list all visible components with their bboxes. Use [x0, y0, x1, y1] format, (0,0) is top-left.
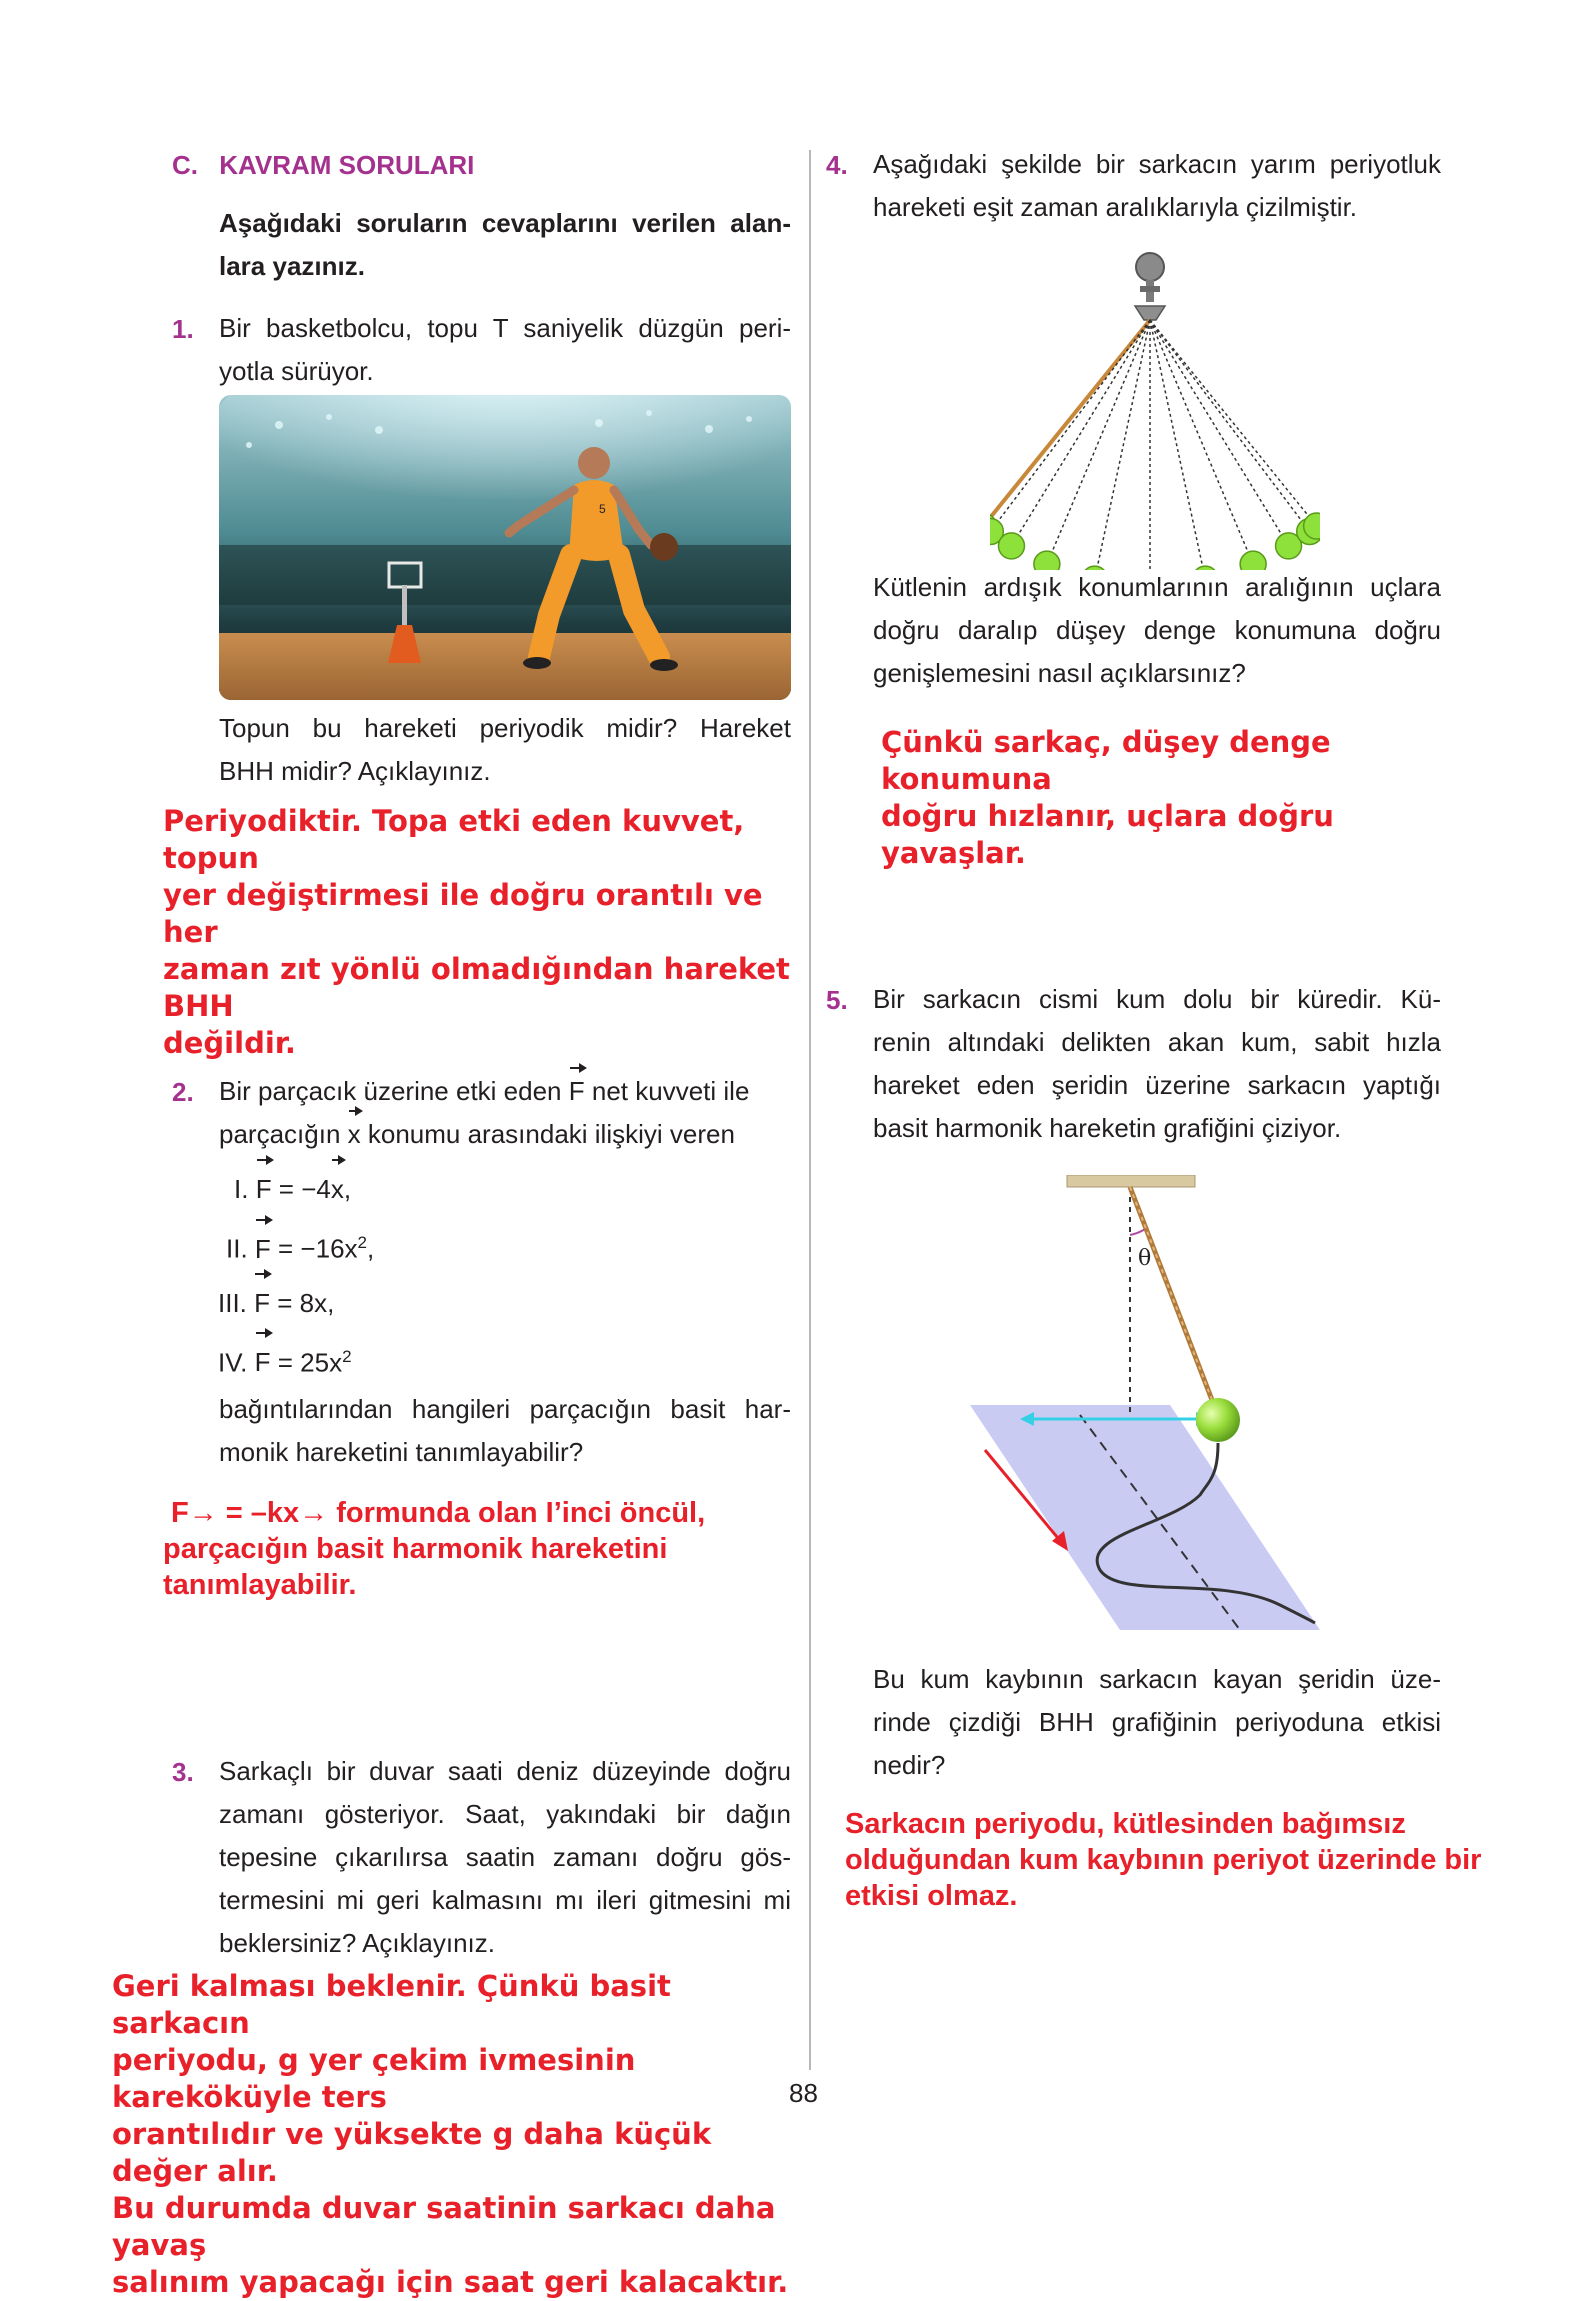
q5-question-line-2: rinde çizdiği BHH grafiğinin periyoduna etkisi	[873, 1707, 1441, 1737]
q2-options-list	[214, 1162, 514, 1389]
q1-answer-line-1: Periyodiktir. Topa etki eden kuvvet, topun	[163, 804, 745, 875]
pendulum-string	[1150, 320, 1317, 526]
q5-answer-line-2: olduğundan kum kaybının periyot üzerinde bir	[845, 1844, 1482, 1876]
pendulum-string	[1150, 320, 1310, 531]
pendulum-string	[990, 320, 1150, 526]
q1-question-line-2: BHH midir? Açıklayınız.	[219, 756, 491, 786]
q3-line-3: tepesine çıkarılırsa saatin zamanı doğru gös-	[219, 1842, 791, 1872]
option-1-suffix: ,	[343, 1174, 352, 1204]
q3-answer-line-2: periyodu, g yer çekim ivmesinin kareköküyle ters	[112, 2043, 636, 2114]
q2-question	[219, 1388, 791, 1474]
q4-line-1: Aşağıdaki şekilde bir sarkacın yarım periyotluk	[873, 149, 1441, 179]
q4-text	[873, 143, 1441, 229]
q5-line-2: renin altındaki delikten akan kum, sabit hızla	[873, 1027, 1441, 1057]
q1-text	[219, 307, 791, 393]
option-4-exponent: 2	[342, 1346, 352, 1366]
q3-answer-line-1: Geri kalması beklenir. Çünkü basit sarkacın	[112, 1969, 671, 2040]
option-1-force: F	[256, 1162, 272, 1216]
option-3-roman: III.	[218, 1287, 247, 1318]
q2-option-1	[214, 1162, 514, 1216]
option-1-position: x	[331, 1162, 344, 1216]
q3-line-4: termesini mi geri kalmasını mı ileri gitmesini mi	[219, 1885, 791, 1915]
pendulum-ball	[998, 533, 1024, 559]
pendulum-positions-figure	[990, 250, 1320, 570]
q5-line-4: basit harmonik hareketin grafiğini çiziyor.	[873, 1113, 1342, 1143]
q1-answer	[163, 803, 803, 1062]
theta-label: θ	[1138, 1246, 1152, 1271]
q1-question	[219, 707, 791, 793]
pendulum-string	[1011, 320, 1150, 546]
pendulum-string	[1150, 320, 1205, 570]
q2-option-4	[214, 1330, 514, 1390]
force-vector: F	[569, 1070, 585, 1113]
q1-answer-line-3: zaman zıt yönlü olmadığından hareket BHH	[163, 952, 790, 1023]
pendulum-string	[1150, 320, 1289, 546]
q4-question-line-1: Kütlenin ardışık konumlarının aralığının uçlara	[873, 572, 1441, 602]
q4-answer-line-1: Çünkü sarkaç, düşey denge konumuna	[881, 725, 1331, 796]
moving-strip	[970, 1405, 1320, 1630]
basketball-scene-illustration	[219, 395, 791, 700]
q3-line-5: beklersiniz? Açıklayınız.	[219, 1928, 496, 1958]
basketball-photo	[219, 395, 791, 700]
instruction-line-1: Aşağıdaki soruların cevaplarını verilen alan-	[219, 208, 791, 238]
q2-line-1-start: Bir parçacık üzerine etki eden	[219, 1076, 562, 1106]
q5-question-line-1: Bu kum kaybının sarkacın kayan şeridin üze-	[873, 1664, 1441, 1694]
option-3-force: F	[254, 1276, 270, 1330]
q1-question-line-1: Topun bu hareketi periyodik midir? Hareket	[219, 713, 791, 743]
section-title: KAVRAM SORULARI	[219, 150, 475, 180]
q2-number: 2.	[172, 1077, 194, 1107]
option-4-roman: IV.	[218, 1347, 248, 1378]
q3-line-2: zamanı gösteriyor. Saat, yakındaki bir dağın	[219, 1799, 791, 1829]
q2-line-2-end: konumu arasındaki ilişkiyi veren	[367, 1119, 735, 1149]
q1-number: 1.	[172, 314, 194, 344]
ceiling-mount	[1067, 1175, 1195, 1187]
q4-answer-line-2: doğru hızlanır, uçlara doğru yavaşlar.	[881, 799, 1334, 870]
sand-ball	[1196, 1398, 1240, 1442]
q3-line-1: Sarkaçlı bir duvar saati deniz düzeyinde doğru	[219, 1756, 791, 1786]
section-heading	[172, 150, 474, 181]
section-instruction	[219, 202, 791, 288]
q3-number: 3.	[172, 1757, 194, 1787]
q4-number: 4.	[826, 150, 848, 180]
q5-question	[873, 1658, 1441, 1787]
q2-answer-line-2: parçacığın basit harmonik hareketini	[163, 1533, 668, 1565]
q2-question-line-1: bağıntılarından hangileri parçacığın basit har-	[219, 1394, 791, 1424]
q3-text	[219, 1750, 791, 1965]
player-jersey-number: 5	[599, 502, 606, 516]
q5-number: 5.	[826, 985, 848, 1015]
q1-answer-line-4: değildir.	[163, 1026, 296, 1060]
q2-answer-line-3: tanımlayabilir.	[163, 1569, 357, 1601]
pendulum-string	[1150, 320, 1253, 564]
option-2-rhs: = −16x	[270, 1233, 358, 1264]
q1-line-1: Bir basketbolcu, topu T saniyelik düzgün peri-	[219, 313, 791, 343]
q2-answer	[163, 1495, 803, 1603]
q2-line-1-end: net kuvveti ile	[591, 1076, 750, 1106]
instruction-line-2: lara yazınız.	[219, 251, 365, 281]
q4-question-line-2: doğru daralıp düşey denge konumuna doğru	[873, 615, 1441, 645]
q2-question-line-2: monik hareketini tanımlayabilir?	[219, 1437, 584, 1467]
q4-line-2: hareketi eşit zaman aralıklarıyla çizilmiştir.	[873, 192, 1358, 222]
q5-answer	[845, 1806, 1545, 1914]
pendulum-strings	[990, 320, 1317, 570]
q4-answer	[881, 724, 1461, 872]
q5-line-1: Bir sarkacın cismi kum dolu bir küredir. Kü-	[873, 984, 1441, 1014]
q3-answer-line-3: orantılıdır ve yüksekte g daha küçük değer alır.	[112, 2117, 712, 2188]
q2-line-1	[219, 1070, 799, 1113]
q2-option-2	[214, 1216, 514, 1276]
pendulum-diagram	[990, 250, 1320, 570]
q3-answer-line-5: salınım yapacağı için saat geri kalacaktır.	[112, 2265, 789, 2299]
pendulum-balls	[990, 513, 1320, 570]
q5-answer-line-1: Sarkacın periyodu, kütlesinden bağımsız	[845, 1808, 1406, 1840]
q2-line-2-start: parçacığın	[219, 1119, 341, 1149]
option-4-rhs: = 25x	[270, 1347, 343, 1378]
option-1-roman: I.	[234, 1174, 249, 1204]
option-4-force: F	[255, 1335, 271, 1389]
column-divider	[809, 150, 811, 2070]
q3-answer-line-4: Bu durumda duvar saatinin sarkacı daha yavaş	[112, 2191, 776, 2262]
q2-line-2	[219, 1113, 799, 1156]
pendulum-string	[1095, 320, 1150, 570]
q5-line-3: hareket eden şeridin üzerine sarkacın yaptığı	[873, 1070, 1441, 1100]
q5-text	[873, 978, 1441, 1150]
pendulum-string	[1047, 320, 1150, 564]
q3-answer	[112, 1968, 812, 2301]
option-1-rhs: = −4	[271, 1174, 331, 1204]
q2-option-3	[214, 1276, 514, 1330]
q4-question	[873, 566, 1441, 695]
q1-answer-line-2: yer değiştirmesi ile doğru orantılı ve her	[163, 878, 763, 949]
option-3-rhs: = 8x,	[270, 1287, 335, 1318]
option-2-exponent: 2	[357, 1233, 367, 1252]
sand-pendulum-figure	[970, 1175, 1440, 1635]
option-2-force: F	[255, 1222, 271, 1276]
position-vector: x	[348, 1113, 361, 1156]
q5-answer-line-3: etkisi olmaz.	[845, 1880, 1018, 1912]
page-number: 88	[789, 2078, 818, 2108]
option-2-suffix: ,	[367, 1233, 375, 1264]
sand-pendulum-diagram	[970, 1175, 1440, 1635]
q1-line-2: yotla sürüyor.	[219, 356, 374, 386]
q2-answer-line-1: F→ = –kx→ formunda olan I’inci öncül,	[171, 1497, 706, 1529]
option-2-roman: II.	[226, 1233, 248, 1264]
section-letter: C.	[172, 150, 198, 180]
pendulum-support	[1135, 253, 1165, 320]
q5-question-line-3: nedir?	[873, 1750, 946, 1780]
q2-text	[219, 1070, 799, 1156]
q4-question-line-3: genişlemesini nasıl açıklarsınız?	[873, 658, 1246, 688]
